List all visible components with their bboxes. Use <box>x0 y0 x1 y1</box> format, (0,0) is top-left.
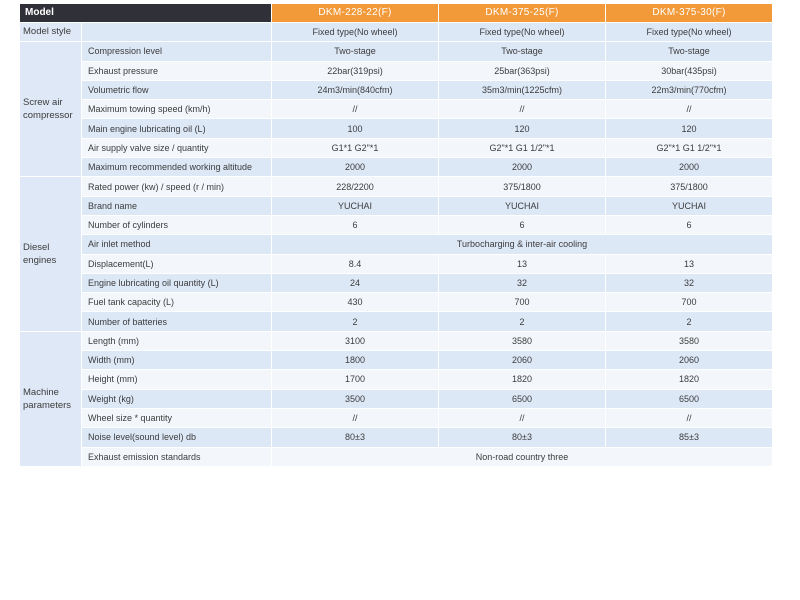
spec-label: Air supply valve size / quantity <box>82 138 272 157</box>
spec-row <box>20 350 772 369</box>
spec-label: Weight (kg) <box>82 389 272 408</box>
spec-value: 8.4 <box>272 254 439 273</box>
spec-label: Height (mm) <box>82 369 272 388</box>
spec-label: Maximum recommended working altitude <box>82 157 272 176</box>
spec-value: 6500 <box>606 389 772 408</box>
spec-label: Width (mm) <box>82 350 272 369</box>
spec-value-merged: Non-road country three <box>272 447 772 466</box>
spec-row <box>20 80 772 99</box>
spec-row <box>20 389 772 408</box>
spec-value: 35m3/min(1225cfm) <box>439 80 606 99</box>
spec-row <box>20 234 772 253</box>
spec-row <box>20 61 772 80</box>
spec-label: Noise level(sound level) db <box>82 427 272 446</box>
spec-value: 3100 <box>272 331 439 350</box>
spec-value: 1800 <box>272 350 439 369</box>
spec-row <box>20 118 772 137</box>
spec-value: 6 <box>439 215 606 234</box>
spec-value: // <box>439 99 606 118</box>
spec-label: Volumetric flow <box>82 80 272 99</box>
spec-row <box>20 292 772 311</box>
spec-table-container <box>20 4 772 466</box>
spec-value: 2 <box>606 311 772 330</box>
spec-label: Air inlet method <box>82 234 272 253</box>
spec-row <box>20 138 772 157</box>
spec-value: 120 <box>439 118 606 137</box>
spec-value: 6 <box>272 215 439 234</box>
spec-value: 120 <box>606 118 772 137</box>
model-column-header: DKM-228-22(F) <box>272 4 439 22</box>
spec-row <box>20 215 772 234</box>
spec-value: 2 <box>439 311 606 330</box>
spec-value: 2 <box>272 311 439 330</box>
spec-row <box>20 408 772 427</box>
spec-value: // <box>606 408 772 427</box>
model-style-value: Fixed type(No wheel) <box>439 22 606 41</box>
model-style-row <box>20 22 772 41</box>
spec-label: Engine lubricating oil quantity (L) <box>82 273 272 292</box>
model-style-value: Fixed type(No wheel) <box>606 22 772 41</box>
spec-value: 13 <box>606 254 772 273</box>
spec-value: 13 <box>439 254 606 273</box>
spec-value: 80±3 <box>272 427 439 446</box>
spec-value: 80±3 <box>439 427 606 446</box>
spec-row <box>20 41 772 60</box>
spec-row <box>20 273 772 292</box>
spec-row <box>20 99 772 118</box>
model-column-header: DKM-375-25(F) <box>439 4 606 22</box>
spec-value: 375/1800 <box>439 176 606 195</box>
spec-value: 2000 <box>439 157 606 176</box>
spec-label: Brand name <box>82 196 272 215</box>
spec-row <box>20 331 772 350</box>
spec-value: 30bar(435psi) <box>606 61 772 80</box>
spec-value: 1820 <box>606 369 772 388</box>
group-label: Screw air compressor <box>20 41 82 176</box>
spec-label: Displacement(L) <box>82 254 272 273</box>
header-row <box>20 4 772 22</box>
spec-value: 700 <box>606 292 772 311</box>
spec-label: Fuel tank capacity (L) <box>82 292 272 311</box>
model-style-value: Fixed type(No wheel) <box>272 22 439 41</box>
spec-label: Wheel size * quantity <box>82 408 272 427</box>
spec-value: 85±3 <box>606 427 772 446</box>
spec-row <box>20 196 772 215</box>
spec-value: 2000 <box>272 157 439 176</box>
model-header: Model <box>20 4 272 22</box>
spec-row <box>20 311 772 330</box>
spec-value: 24m3/min(840cfm) <box>272 80 439 99</box>
spec-value: 22bar(319psi) <box>272 61 439 80</box>
spec-value: 24 <box>272 273 439 292</box>
spec-label: Maximum towing speed (km/h) <box>82 99 272 118</box>
spec-label: Number of batteries <box>82 311 272 330</box>
spec-value: 1820 <box>439 369 606 388</box>
spec-value: 6 <box>606 215 772 234</box>
spec-label: Exhaust pressure <box>82 61 272 80</box>
spec-row <box>20 254 772 273</box>
spec-value: Two-stage <box>606 41 772 60</box>
spec-value: 2060 <box>439 350 606 369</box>
spec-value-merged: Turbocharging & inter-air cooling <box>272 234 772 253</box>
spec-value: 32 <box>439 273 606 292</box>
spec-table <box>20 4 772 466</box>
spec-value: 6500 <box>439 389 606 408</box>
spec-value: // <box>439 408 606 427</box>
spec-row <box>20 427 772 446</box>
spec-value: 2060 <box>606 350 772 369</box>
spec-value: G2"*1 G1 1/2"*1 <box>439 138 606 157</box>
spec-value: 1700 <box>272 369 439 388</box>
spec-label: Exhaust emission standards <box>82 447 272 466</box>
model-column-header: DKM-375-30(F) <box>606 4 772 22</box>
group-label: Diesel engines <box>20 176 82 330</box>
spec-value: 375/1800 <box>606 176 772 195</box>
spec-value: 22m3/min(770cfm) <box>606 80 772 99</box>
spec-row <box>20 447 772 466</box>
spec-row <box>20 176 772 195</box>
spec-value: YUCHAI <box>439 196 606 215</box>
spec-row <box>20 157 772 176</box>
spec-value: 228/2200 <box>272 176 439 195</box>
spec-value: // <box>606 99 772 118</box>
spec-value: Two-stage <box>272 41 439 60</box>
spec-label: Length (mm) <box>82 331 272 350</box>
spec-value: 32 <box>606 273 772 292</box>
spec-value: YUCHAI <box>606 196 772 215</box>
model-style-label: Model style <box>20 22 82 41</box>
spec-value: G2"*1 G1 1/2"*1 <box>606 138 772 157</box>
spec-value: // <box>272 99 439 118</box>
spec-label: Rated power (kw) / speed (r / min) <box>82 176 272 195</box>
model-style-spacer <box>82 22 272 41</box>
spec-table-body <box>20 22 772 466</box>
spec-value: YUCHAI <box>272 196 439 215</box>
spec-value: 100 <box>272 118 439 137</box>
spec-label: Main engine lubricating oil (L) <box>82 118 272 137</box>
spec-value: 3580 <box>439 331 606 350</box>
spec-row <box>20 369 772 388</box>
spec-label: Number of cylinders <box>82 215 272 234</box>
spec-value: 3580 <box>606 331 772 350</box>
group-label: Machine parameters <box>20 331 82 466</box>
spec-label: Compression level <box>82 41 272 60</box>
spec-value: Two-stage <box>439 41 606 60</box>
spec-value: 2000 <box>606 157 772 176</box>
spec-value: // <box>272 408 439 427</box>
spec-value: G1*1 G2"*1 <box>272 138 439 157</box>
spec-value: 430 <box>272 292 439 311</box>
spec-value: 25bar(363psi) <box>439 61 606 80</box>
spec-value: 3500 <box>272 389 439 408</box>
spec-value: 700 <box>439 292 606 311</box>
